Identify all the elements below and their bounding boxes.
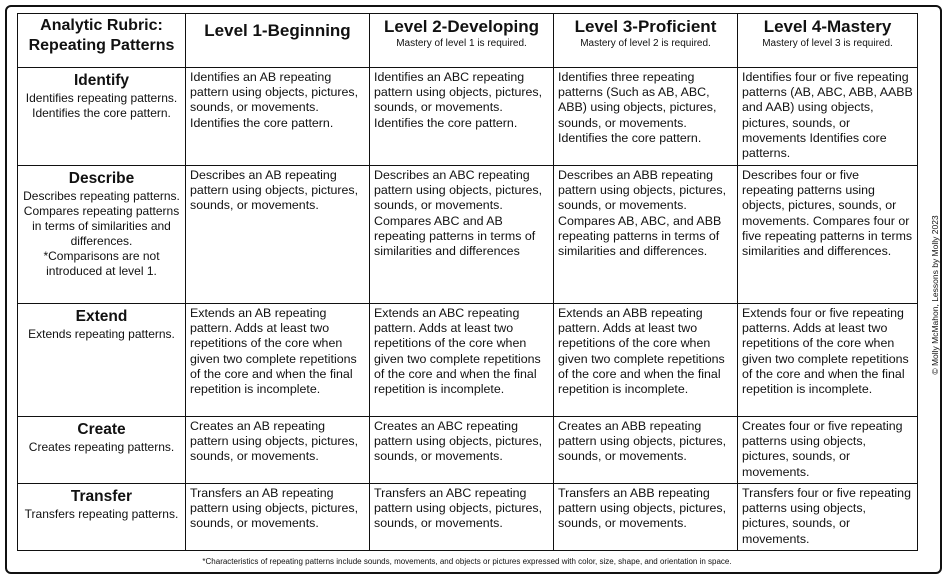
rubric-table bbox=[17, 13, 918, 551]
describe-level-3: Describes an ABB repeating pattern using objects, pictures, sounds, or movements. Compares AB, ABC, and ABB repeating patterns in terms of similarities and differences. bbox=[554, 166, 738, 304]
identify-level-2: Identifies an ABC repeating pattern using objects, pictures, sounds, or movements. Identifies the core pattern. bbox=[370, 68, 554, 166]
level-3-requirement: Mastery of level 2 is required. bbox=[580, 38, 711, 49]
identify-level-3: Identifies three repeating patterns (Such as AB, ABC, ABB) using objects, pictures, sounds, or movements. Identifies the core pattern. bbox=[554, 68, 738, 166]
extend-level-2: Extends an ABC repeating pattern. Adds at least two repetitions of the core when given two complete repetitions of the core and when the final repetition is incomplete. bbox=[370, 304, 554, 417]
criterion-describe bbox=[18, 166, 186, 304]
criterion-note: *Comparisons are not introduced at level 1. bbox=[43, 249, 160, 278]
criterion-description: Creates repeating patterns. bbox=[28, 440, 175, 454]
describe-level-4: Describes four or five repeating patterns using objects, pictures, sounds, or movements. Compares four or five repeating patterns in terms similarities and differences. bbox=[738, 166, 918, 304]
transfer-level-2: Transfers an ABC repeating pattern using objects, pictures, sounds, or movements. bbox=[370, 484, 554, 551]
level-3-name: Level 3-Proficient bbox=[574, 17, 717, 36]
criterion-name: Transfer bbox=[70, 488, 133, 505]
criterion-description: Extends repeating patterns. bbox=[28, 327, 175, 341]
level-4-requirement: Mastery of level 3 is required. bbox=[762, 38, 893, 49]
level-2-header bbox=[370, 14, 554, 68]
copyright-text: © Molly McMahon, Lessons by Molly 2023 bbox=[930, 215, 940, 375]
rubric-title bbox=[18, 14, 186, 68]
create-level-4: Creates four or five repeating patterns using objects, pictures, sounds, or movements. bbox=[738, 417, 918, 484]
identify-level-4: Identifies four or five repeating patterns (AB, ABC, ABB, AABB and AAB) using objects, pictures, sounds, or movements Identifies core patterns. bbox=[738, 68, 918, 166]
criterion-description: Describes repeating patterns. Compares repeating patterns in terms of similarities and differences. bbox=[23, 189, 180, 248]
describe-level-1: Describes an AB repeating pattern using objects, pictures, sounds, or movements. bbox=[186, 166, 370, 304]
criterion-row-transfer bbox=[18, 484, 918, 551]
transfer-level-1: Transfers an AB repeating pattern using objects, pictures, sounds, or movements. bbox=[186, 484, 370, 551]
describe-level-2: Describes an ABC repeating pattern using objects, pictures, sounds, or movements. Compares ABC and AB repeating patterns in terms of similarities and differences bbox=[370, 166, 554, 304]
rubric-frame bbox=[5, 5, 942, 574]
criterion-transfer bbox=[18, 484, 186, 551]
create-level-1: Creates an AB repeating pattern using objects, pictures, sounds, or movements. bbox=[186, 417, 370, 484]
criterion-name: Identify bbox=[73, 72, 130, 89]
criterion-row-create bbox=[18, 417, 918, 484]
criterion-name: Describe bbox=[68, 170, 135, 187]
extend-level-1: Extends an AB repeating pattern. Adds at least two repetitions of the core when given two complete repetitions of the core and when the final repetition is incomplete. bbox=[186, 304, 370, 417]
create-level-2: Creates an ABC repeating pattern using objects, pictures, sounds, or movements. bbox=[370, 417, 554, 484]
criterion-create bbox=[18, 417, 186, 484]
level-2-name: Level 2-Developing bbox=[384, 17, 539, 36]
criterion-extend bbox=[18, 304, 186, 417]
criterion-description: Identifies repeating patterns. Identifies the core pattern. bbox=[25, 91, 178, 120]
create-level-3: Creates an ABB repeating pattern using objects, pictures, sounds, or movements. bbox=[554, 417, 738, 484]
title-line-2: Repeating Patterns bbox=[28, 37, 175, 54]
criterion-name: Extend bbox=[75, 308, 128, 325]
extend-level-4: Extends four or five repeating patterns. Adds at least two repetitions of the core when given two complete repetitions of the core and when the final repetition is incomplete. bbox=[738, 304, 918, 417]
level-4-name: Level 4-Mastery bbox=[763, 17, 892, 36]
criterion-description: Transfers repeating patterns. bbox=[24, 507, 179, 521]
criterion-row-identify bbox=[18, 68, 918, 166]
level-2-requirement: Mastery of level 1 is required. bbox=[396, 38, 527, 49]
footnote: *Characteristics of repeating patterns include sounds, movements, and objects or pictures expressed with color, size, shape, and orientation in space. bbox=[202, 557, 732, 566]
transfer-level-3: Transfers an ABB repeating pattern using objects, pictures, sounds, or movements. bbox=[554, 484, 738, 551]
extend-level-3: Extends an ABB repeating pattern. Adds at least two repetitions of the core when given two complete repetitions of the core and when the final repetition is incomplete. bbox=[554, 304, 738, 417]
criterion-identify bbox=[18, 68, 186, 166]
level-3-header bbox=[554, 14, 738, 68]
title-line-1: Analytic Rubric: bbox=[40, 17, 163, 34]
transfer-level-4: Transfers four or five repeating patterns using objects, pictures, sounds, or movements. bbox=[738, 484, 918, 551]
criterion-row-extend bbox=[18, 304, 918, 417]
header-row bbox=[18, 14, 918, 68]
identify-level-1: Identifies an AB repeating pattern using objects, pictures, sounds, or movements. Identifies the core pattern. bbox=[186, 68, 370, 166]
criterion-name: Create bbox=[77, 421, 126, 438]
criterion-row-describe bbox=[18, 166, 918, 304]
level-4-header bbox=[738, 14, 918, 68]
level-1-name: Level 1-Beginning bbox=[204, 21, 351, 40]
level-1-header bbox=[186, 14, 370, 68]
